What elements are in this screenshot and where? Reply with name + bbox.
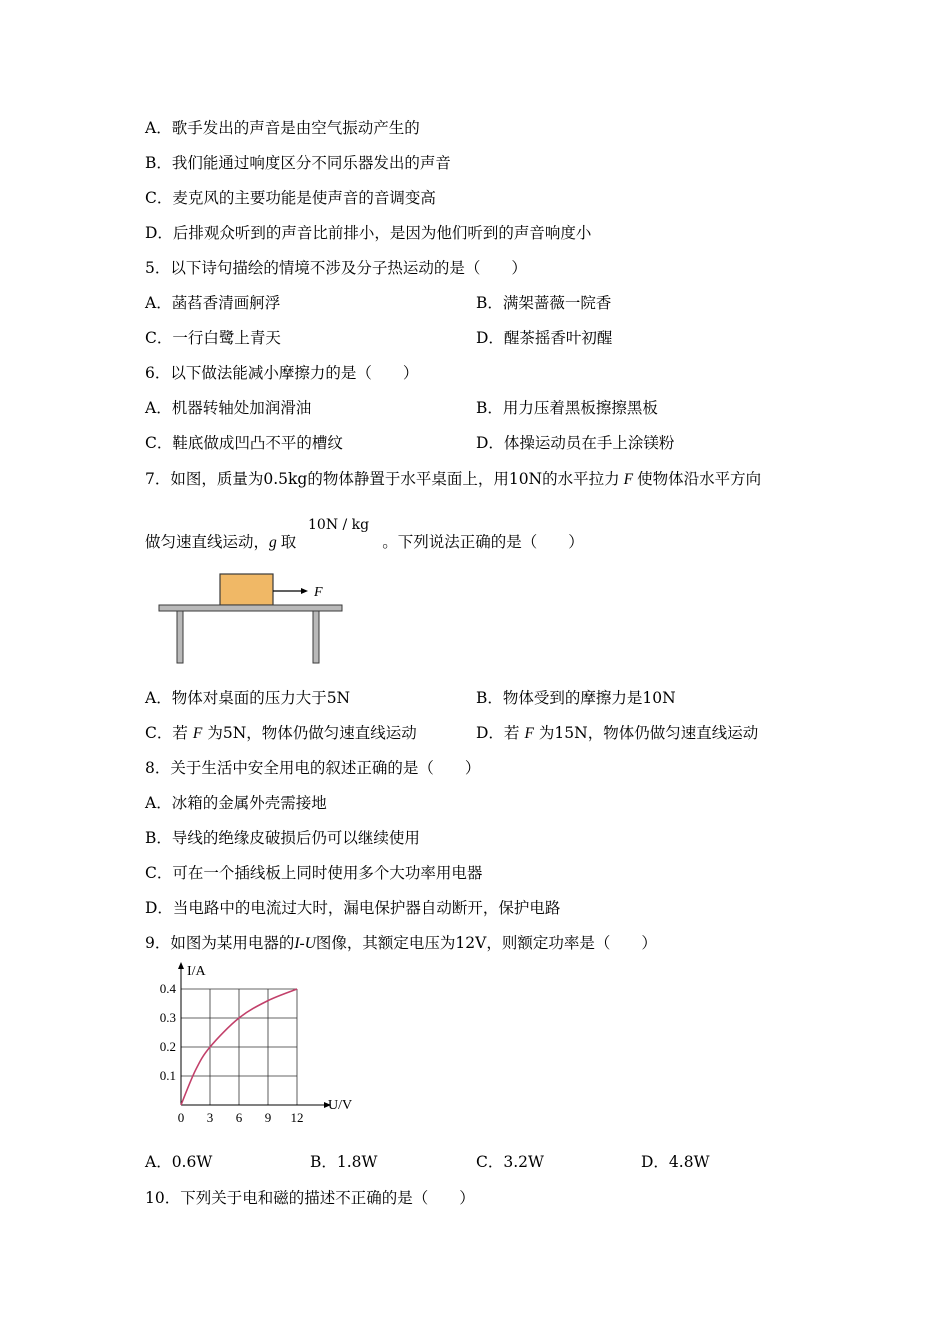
- q9-option-d: D．4.8W: [641, 1153, 710, 1171]
- y-tick-label: 0.3: [159, 1010, 176, 1025]
- x-axis-label: U/V: [328, 1098, 353, 1113]
- q7-line2-part1: 做匀速直线运动，: [145, 533, 270, 551]
- iu-chart: [150, 962, 370, 1130]
- q7-option-d-symbol: F: [524, 725, 534, 742]
- q5-stem: 5．以下诗句描绘的情境不涉及分子热运动的是（ ）: [145, 259, 527, 277]
- q7-option-c: [145, 723, 417, 744]
- q10-stem: 10．下列关于电和磁的描述不正确的是（ ）: [145, 1189, 475, 1207]
- q7-stem-part1: 7．如图，质量为0.5kg的物体静置于水平桌面上，用10N的水平拉力: [145, 470, 620, 488]
- q7-line2-part2: 取: [280, 533, 297, 551]
- table-leg-left: [177, 611, 183, 663]
- q8-option-d: D．当电路中的电流过大时，漏电保护器自动断开，保护电路: [145, 899, 561, 917]
- q4-option-a: A．歌手发出的声音是由空气振动产生的: [145, 119, 420, 137]
- q7-stem-line2: [145, 532, 584, 553]
- q5-option-d: D．醒茶摇香叶初醒: [476, 329, 613, 347]
- y-tick-label: 0.1: [159, 1068, 176, 1083]
- q9-option-a: A．0.6W: [145, 1153, 213, 1171]
- y-tick-label: 0.2: [159, 1039, 176, 1054]
- table-leg-right: [313, 611, 319, 663]
- q7-option-d-pre: D．若: [476, 724, 520, 742]
- q4-option-c: C．麦克风的主要功能是使声音的音调变高: [145, 189, 436, 207]
- y-axis-label: I/A: [187, 964, 206, 979]
- q4-option-b: B．我们能通过响度区分不同乐器发出的声音: [145, 154, 451, 172]
- q8-option-a: A．冰箱的金属外壳需接地: [145, 794, 327, 812]
- force-label: F: [314, 585, 323, 600]
- y-axis-arrowhead: [178, 962, 184, 969]
- q7-stem-line1: [145, 469, 761, 490]
- q7-option-d: [476, 723, 758, 744]
- x-tick-label: 9: [264, 1110, 272, 1125]
- q7-force-symbol: F: [623, 471, 634, 488]
- q9-stem: [145, 933, 657, 954]
- force-arrowhead: [301, 588, 308, 594]
- q6-option-a: A．机器转轴处加润滑油: [145, 399, 312, 417]
- q9-option-c: C．3.2W: [476, 1153, 544, 1171]
- q4-option-d: D．后排观众听到的声音比前排小，是因为他们听到的声音响度小: [145, 224, 592, 242]
- x-tick-label: 3: [206, 1110, 214, 1125]
- q5-option-c: C．一行白鹭上青天: [145, 329, 281, 347]
- q7-option-a: A．物体对桌面的压力大于5N: [145, 689, 351, 707]
- q7-option-b: B．物体受到的摩擦力是10N: [476, 689, 676, 707]
- x-tick-label: 0: [177, 1110, 185, 1125]
- q8-option-c: C．可在一个插线板上同时使用多个大功率用电器: [145, 864, 483, 882]
- q7-g-symbol: g: [269, 534, 277, 551]
- x-tick-label: 12: [290, 1110, 304, 1125]
- q5-option-b: B．满架蔷薇一院香: [476, 294, 612, 312]
- q6-option-d: D．体操运动员在手上涂镁粉: [476, 434, 675, 452]
- q6-option-b: B．用力压着黑板擦擦黑板: [476, 399, 658, 417]
- table-top: [159, 605, 342, 611]
- q7-line2-part3: 。下列说法正确的是（ ）: [382, 533, 584, 551]
- q8-stem: 8．关于生活中安全用电的叙述正确的是（ ）: [145, 759, 481, 777]
- q6-option-c: C．鞋底做成凹凸不平的槽纹: [145, 434, 343, 452]
- q7-g-value: 10N / kg: [308, 517, 370, 533]
- q6-stem: 6．以下做法能减小摩擦力的是（ ）: [145, 364, 419, 382]
- q8-option-b: B．导线的绝缘皮破损后仍可以继续使用: [145, 829, 420, 847]
- q7-option-c-pre: C．若: [145, 724, 188, 742]
- q9-option-b: B．1.8W: [310, 1153, 378, 1171]
- q9-stem-iu: I-U: [294, 935, 316, 952]
- q9-stem-post: 图像，其额定电压为12V，则额定功率是（ ）: [315, 934, 657, 952]
- x-tick-label: 6: [235, 1110, 243, 1125]
- q7-stem-part2: 使物体沿水平方向: [637, 470, 762, 488]
- y-tick-label: 0.4: [159, 981, 176, 996]
- block: [220, 574, 273, 605]
- q7-figure: [158, 574, 348, 669]
- q5-option-a: A．菡萏香清画舸浮: [145, 294, 281, 312]
- q7-option-c-symbol: F: [192, 725, 203, 742]
- q9-stem-pre: 9．如图为某用电器的: [145, 934, 295, 952]
- q7-option-c-post: 为5N，物体仍做匀速直线运动: [207, 724, 417, 742]
- q7-option-d-post: 为15N，物体仍做匀速直线运动: [538, 724, 759, 742]
